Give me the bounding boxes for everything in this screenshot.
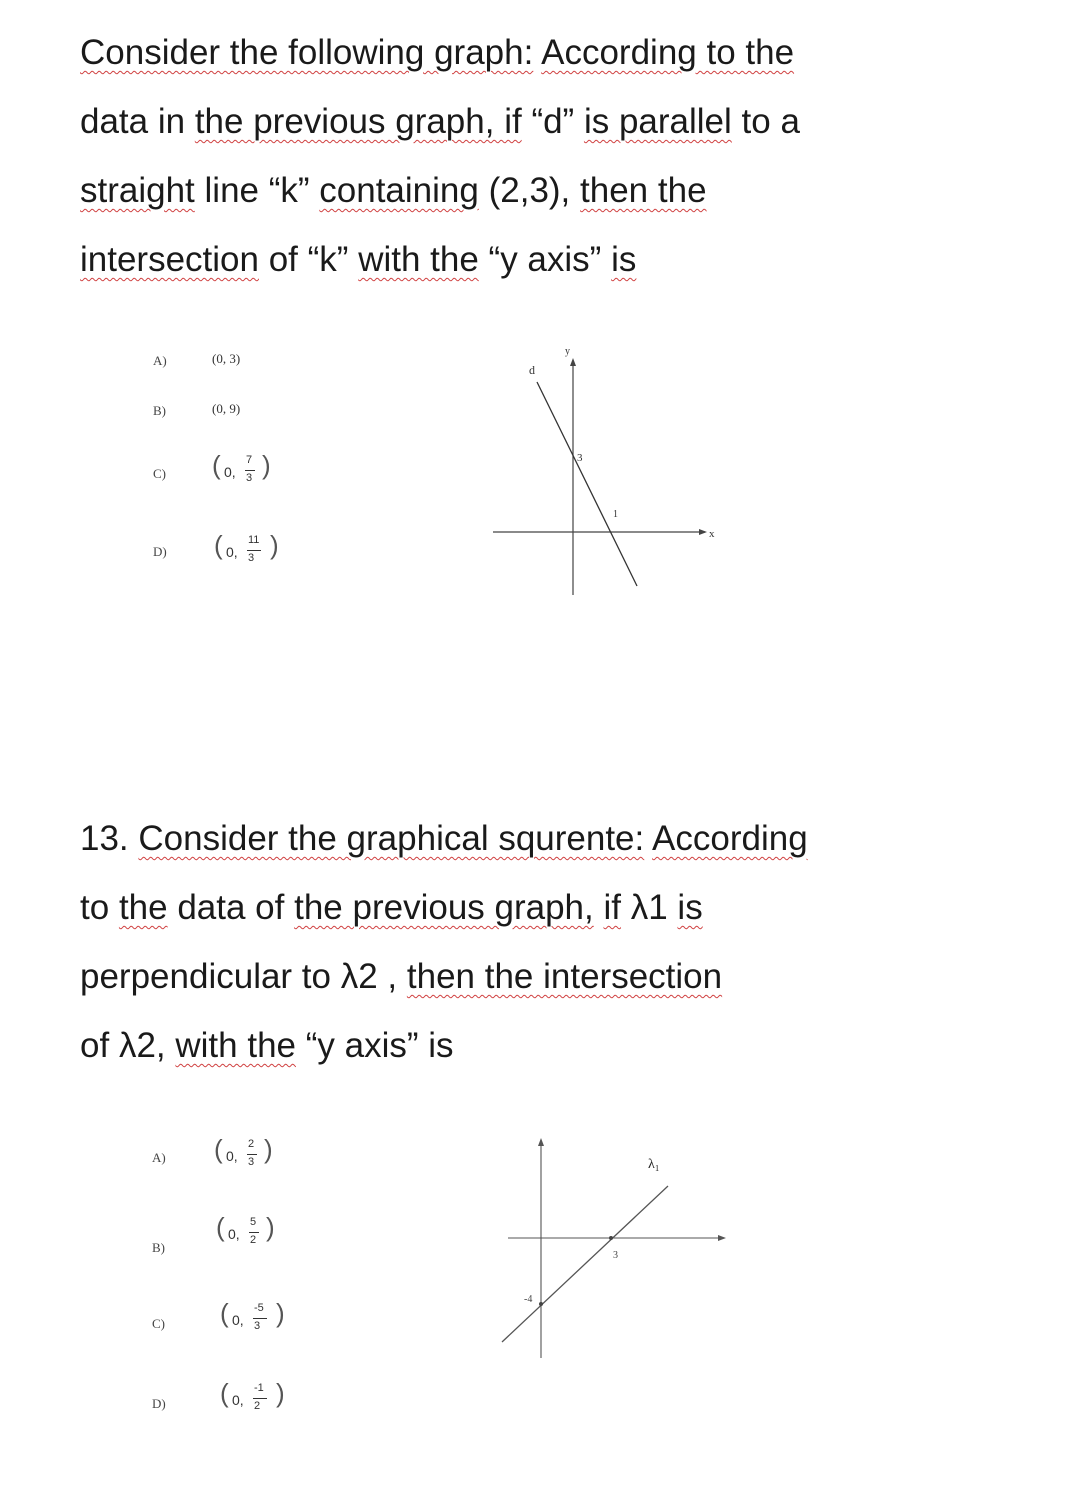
q13-option-d-label: D) — [152, 1396, 166, 1411]
q13-option-c-label: C) — [152, 1316, 165, 1331]
q13-x-axis-arrow — [718, 1235, 726, 1241]
q13-label-neg4: -4 — [524, 1294, 533, 1305]
q12-option-a-value: (0, 3) — [212, 351, 241, 366]
q12-line-d — [537, 382, 637, 586]
question-12-text — [80, 18, 800, 294]
q13-line-1 — [80, 804, 808, 873]
fraction-denominator: 3 — [246, 472, 253, 484]
q12-line-4 — [80, 225, 800, 294]
fraction-numerator: -1 — [254, 1382, 264, 1394]
q12-y-axis-arrow — [570, 358, 576, 366]
q12-text-span: then the — [580, 171, 707, 210]
q13-text-span: is — [677, 888, 703, 927]
q13-line-3 — [80, 942, 808, 1011]
q13-text-span: Consider the graphical squrente: — [138, 819, 645, 858]
q13-text-span: perpendicular to — [80, 957, 331, 996]
fraction-zero: 0, — [226, 544, 238, 560]
q13-text-span: with the — [175, 1026, 296, 1065]
q13-line-lambda1 — [502, 1186, 668, 1342]
q12-option-c-label: C) — [153, 466, 166, 481]
q12-line-1 — [80, 18, 800, 87]
q13-text-span: According — [652, 819, 808, 858]
fraction-numerator: 5 — [250, 1216, 257, 1228]
q13-text-span: 13. — [80, 819, 129, 858]
q13-text-span: λ1 — [630, 888, 668, 927]
fraction-denominator: 3 — [248, 552, 255, 564]
q13-text-span: “y axis” is — [305, 1026, 454, 1065]
q12-text-span: the previous graph, if — [194, 102, 522, 141]
q13-text-span: of — [80, 1026, 110, 1065]
q12-text-span: with the — [358, 240, 479, 279]
q13-y-axis-arrow — [538, 1138, 544, 1146]
q12-text-span: (2,3), — [488, 171, 571, 210]
q12-text-span: straight — [80, 171, 195, 210]
fraction-numerator: 11 — [248, 534, 260, 546]
q13-text-span: to — [80, 888, 110, 927]
q13-graph — [488, 1130, 748, 1370]
q12-text-span: of “k” — [268, 240, 349, 279]
q13-option-b-fraction: ( 0, 5 2 ) — [216, 1212, 275, 1246]
q12-label-y: y — [565, 346, 570, 357]
fraction-denominator: 3 — [254, 1320, 261, 1332]
q12-text-span: intersection — [80, 240, 259, 279]
q12-text-span: “y axis” — [488, 240, 602, 279]
q12-text-span: According to the — [541, 33, 795, 72]
q13-option-d-fraction: ( 0, -1 2 ) — [220, 1378, 285, 1412]
fraction-zero: 0, — [232, 1392, 244, 1408]
q12-option-a-label: A) — [153, 353, 167, 368]
q13-text-span: the — [118, 888, 168, 927]
q13-label-3: 3 — [613, 1250, 618, 1261]
q13-y-intercept-point — [539, 1302, 543, 1306]
q12-option-c-fraction: ( 0, 7 3 ) — [212, 450, 271, 484]
q12-text-span: data in — [80, 102, 186, 141]
q12-label-1: 1 — [613, 509, 618, 520]
q13-option-c-fraction: ( 0, -5 3 ) — [220, 1298, 285, 1332]
fraction-zero: 0, — [224, 464, 236, 480]
q12-option-b-value: (0, 9) — [212, 401, 241, 416]
q12-line-2 — [80, 87, 800, 156]
q13-text-span: the previous graph, — [294, 888, 594, 927]
q12-graph — [485, 340, 725, 600]
q12-text-span: “d” — [531, 102, 575, 141]
q13-x-intercept-point — [609, 1236, 613, 1240]
fraction-numerator: -5 — [254, 1302, 264, 1314]
q13-text-span: then the intersection — [406, 957, 723, 996]
fraction-denominator: 2 — [250, 1234, 257, 1246]
fraction-zero: 0, — [232, 1312, 244, 1328]
q12-label-d: d — [529, 363, 535, 377]
fraction-zero: 0, — [228, 1226, 240, 1242]
q12-label-x: x — [709, 528, 715, 540]
q12-text-span: containing — [319, 171, 479, 210]
q13-text-span: data of — [177, 888, 285, 927]
q13-text-span: if — [603, 888, 621, 927]
q13-label-lambda1: λ₁ — [648, 1157, 660, 1172]
q12-text-span: is parallel — [583, 102, 732, 141]
fraction-denominator: 2 — [254, 1400, 261, 1412]
q13-text-span: λ2, — [118, 1026, 166, 1065]
q12-label-3: 3 — [577, 452, 583, 464]
q12-text-span: is — [611, 240, 637, 279]
fraction-numerator: 7 — [246, 454, 253, 466]
q13-line-4 — [80, 1011, 808, 1080]
q12-text-span: Consider the following graph: — [80, 33, 534, 72]
q12-x-axis-arrow — [699, 529, 707, 535]
q13-option-a-fraction: ( 0, 2 3 ) — [214, 1134, 273, 1168]
q13-line-2 — [80, 873, 808, 942]
question-13-text — [80, 804, 808, 1080]
q12-option-d-fraction: ( 0, 11 3 ) — [214, 530, 279, 564]
fraction-zero: 0, — [226, 1148, 238, 1164]
fraction-denominator: 3 — [248, 1156, 255, 1168]
fraction-numerator: 2 — [248, 1138, 255, 1150]
q12-text-span: to a — [741, 102, 800, 141]
q12-line-3 — [80, 156, 800, 225]
q12-option-b-label: B) — [153, 403, 166, 418]
q12-option-d-label: D) — [153, 544, 167, 559]
q13-text-span: λ2 , — [340, 957, 398, 996]
q12-text-span: line “k” — [204, 171, 310, 210]
q13-option-b-label: B) — [152, 1240, 165, 1255]
q13-option-a-label: A) — [152, 1150, 166, 1165]
